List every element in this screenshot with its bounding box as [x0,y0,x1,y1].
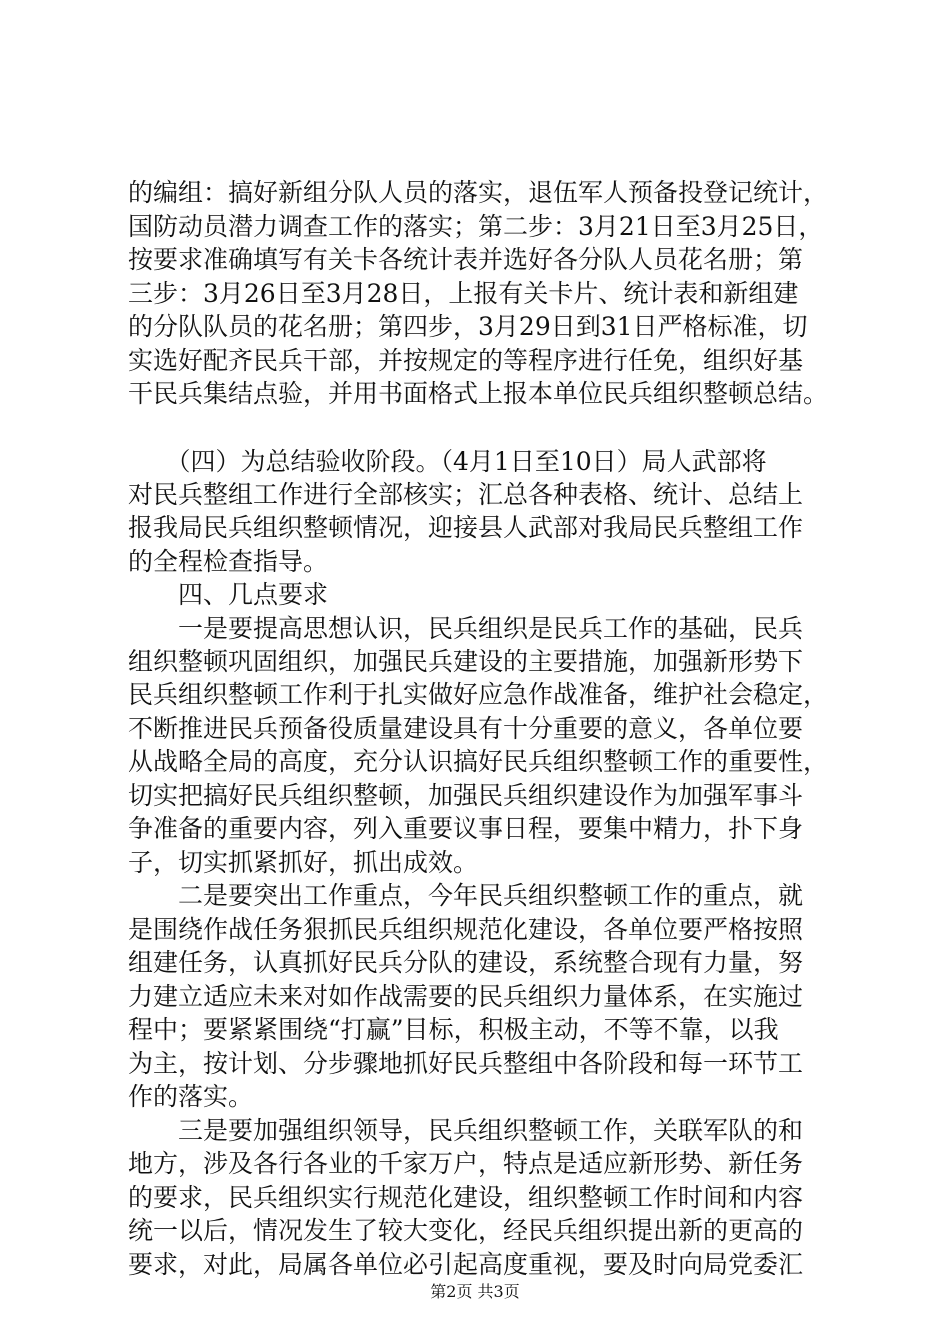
body-text-line: 组建任务，认真抓好民兵分队的建设，系统整合现有力量，努 [128,948,804,977]
body-text-line: 组织整顿巩固组织，加强民兵建设的主要措施，加强新形势下 [128,647,804,676]
body-text-line: 干民兵集结点验，并用书面格式上报本单位民兵组织整顿总结。 [128,379,829,408]
body-text-line: 的全程检查指导。 [128,547,329,576]
body-text-line: 程中；要紧紧围绕“打赢”目标，积极主动，不等不靠，以我 [128,1015,779,1044]
body-text-line: 三步：3月26日至3月28日，上报有关卡片、统计表和新组建 [128,279,799,308]
body-text-line: 统一以后，情况发生了较大变化，经民兵组织提出新的更高的 [128,1216,804,1245]
body-text-line: 一是要提高思想认识，民兵组织是民兵工作的基础，民兵 [128,614,804,643]
body-text-line: 对民兵整组工作进行全部核实；汇总各种表格、统计、总结上 [128,480,804,509]
body-text-line: 从战略全局的高度，充分认识搞好民兵组织整顿工作的重要性， [128,747,829,776]
body-text-line: 国防动员潜力调查工作的落实；第二步：3月21日至3月25日， [128,212,824,241]
body-text-line: 切实把搞好民兵组织整顿，加强民兵组织建设作为加强军事斗 [128,781,804,810]
body-text-line: 作的落实。 [128,1082,254,1111]
page-number-footer: 第2页 共3页 [430,1282,520,1301]
body-text-line: 争准备的重要内容，列入重要议事日程，要集中精力，扑下身 [128,814,804,843]
body-text-line: 二是要突出工作重点，今年民兵组织整顿工作的重点，就 [128,881,804,910]
body-text-line: （四）为总结验收阶段。（4月1日至10日）局人武部将 [128,447,767,476]
body-text-line: 的编组：搞好新组分队人员的落实，退伍军人预备投登记统计， [128,178,829,207]
body-text-line: 地方，涉及各行各业的千家万户，特点是适应新形势、新任务 [128,1149,804,1178]
body-text-line: 为主，按计划、分步骤地抓好民兵整组中各阶段和每一环节工 [128,1049,804,1078]
body-text-line: 力建立适应未来对如作战需要的民兵组织力量体系，在实施过 [128,982,804,1011]
body-text-line: 子，切实抓紧抓好，抓出成效。 [128,848,479,877]
body-text-line: 要求，对此，局属各单位必引起高度重视，要及时向局党委汇 [128,1250,804,1279]
body-text-line: 按要求准确填写有关卡各统计表并选好各分队人员花名册；第 [128,245,804,274]
body-text-line: 是围绕作战任务狠抓民兵组织规范化建设，各单位要严格按照 [128,915,804,944]
section-heading: 四、几点要求 [128,580,329,609]
body-text-line: 报我局民兵组织整顿情况，迎接县人武部对我局民兵整组工作 [128,513,804,542]
body-text-line: 实选好配齐民兵干部，并按规定的等程序进行任免，组织好基 [128,346,804,375]
body-text-line: 的分队队员的花名册；第四步，3月29日到31日严格标准，切 [128,312,808,341]
body-text-line: 民兵组织整顿工作利于扎实做好应急作战准备，维护社会稳定， [128,680,829,709]
body-text-line: 不断推进民兵预备役质量建设具有十分重要的意义，各单位要 [128,714,804,743]
body-text-line: 的要求，民兵组织实行规范化建设，组织整顿工作时间和内容 [128,1183,804,1212]
body-text-line: 三是要加强组织领导，民兵组织整顿工作，关联军队的和 [128,1116,804,1145]
